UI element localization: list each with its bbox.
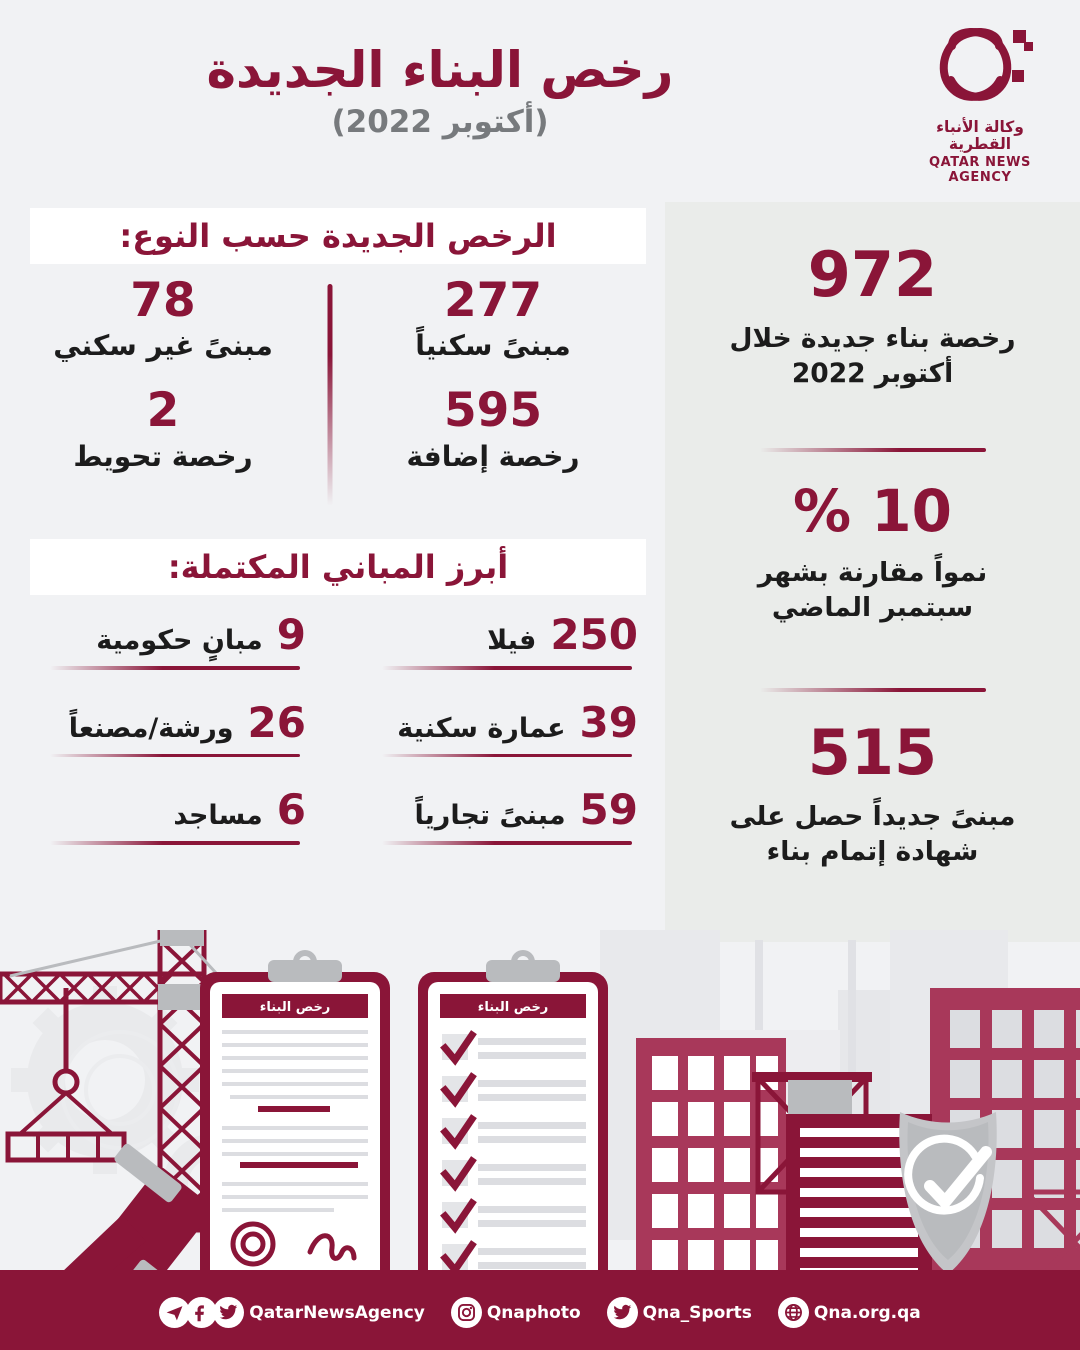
- header: [0, 0, 1080, 200]
- stat-label: رخصة تحويط: [73, 439, 253, 473]
- globe-icon[interactable]: [778, 1297, 809, 1328]
- summary-label: رخصة بناء جديدة خلال أكتوبر 2022: [729, 323, 1016, 389]
- stat-item: [346, 785, 646, 845]
- summary-divider: [760, 688, 986, 692]
- logo-text-arabic: وكالة الأنباء القطرية: [936, 118, 1024, 154]
- summary-label: نمواً مقارنة بشهر سبتمبر الماضي: [757, 557, 988, 623]
- stat-number: 277: [443, 273, 543, 328]
- stat-underline: [382, 666, 632, 670]
- clipboard-title-1: رخص البناء: [259, 1000, 331, 1015]
- title-block: [0, 42, 880, 140]
- page-title: رخص البناء الجديدة: [206, 41, 674, 99]
- stat-number: 6: [276, 785, 306, 834]
- twitter-icon[interactable]: [213, 1297, 244, 1328]
- instagram-icon[interactable]: [451, 1297, 482, 1328]
- social-footer: [0, 1275, 1080, 1350]
- stat-number: 2: [146, 383, 180, 439]
- qna-logo-mark: [904, 22, 1056, 114]
- licenses-by-type-grid: [0, 273, 660, 526]
- stat-number: 9: [276, 610, 306, 659]
- social-handle[interactable]: Qna_Sports: [642, 1302, 752, 1323]
- clipboard-license-2: [418, 950, 608, 1294]
- stat-item: [348, 383, 638, 473]
- type-column-left: [18, 273, 308, 497]
- stat-item: [346, 610, 646, 670]
- stat-underline: [50, 841, 300, 845]
- stat-number: 26: [247, 697, 306, 747]
- social-group-website[interactable]: [778, 1297, 921, 1328]
- summary-panel: [665, 202, 1080, 942]
- stat-underline: [382, 754, 632, 758]
- social-group-instagram[interactable]: [451, 1297, 581, 1328]
- section-heading-label: الرخص الجديدة حسب النوع:: [119, 217, 557, 255]
- stat-number: 595: [443, 383, 543, 439]
- stat-item: [18, 383, 308, 473]
- summary-number: 972: [807, 238, 938, 311]
- qna-logo: [904, 22, 1056, 186]
- clipboard-title-2: رخص البناء: [477, 1000, 549, 1015]
- stat-number: 250: [550, 610, 638, 659]
- summary-number: % 10: [792, 477, 953, 545]
- stat-label: مبانٍ حكومية: [96, 625, 263, 656]
- summary-block-completion: [665, 716, 1080, 870]
- stat-number: 78: [130, 273, 196, 328]
- stat-label: مبنىً تجارياً: [414, 800, 566, 831]
- stat-number: 59: [579, 785, 638, 834]
- stat-item: [18, 273, 308, 363]
- stat-item: [348, 273, 638, 363]
- completed-column-right: [346, 610, 646, 877]
- summary-number: 515: [807, 716, 938, 789]
- summary-divider: [760, 448, 986, 452]
- summary-label: مبنىً جديداً حصل على شهادة إتمام بناء: [729, 801, 1016, 867]
- twitter-icon[interactable]: [607, 1297, 638, 1328]
- stat-item: [14, 785, 314, 845]
- stat-label: عمارة سكنية: [397, 712, 566, 744]
- social-handle[interactable]: Qna.org.qa: [813, 1302, 921, 1323]
- social-group-sports[interactable]: [607, 1297, 752, 1328]
- stat-label: فيلا: [487, 625, 537, 656]
- completed-column-left: [14, 610, 314, 877]
- stat-underline: [50, 754, 300, 758]
- details-panel: [0, 202, 660, 942]
- summary-block-growth: [665, 477, 1080, 626]
- social-group-main[interactable]: [159, 1297, 425, 1328]
- clipboard-license-1: [200, 950, 390, 1294]
- social-handle[interactable]: Qnaphoto: [486, 1302, 581, 1323]
- page-subtitle: (أكتوبر 2022): [331, 103, 549, 140]
- logo-text-english: QATAR NEWS AGENCY: [928, 155, 1032, 186]
- stat-item: [14, 697, 314, 758]
- stat-underline: [50, 666, 300, 670]
- type-column-right: [348, 273, 638, 497]
- section-heading-completed: [30, 539, 646, 595]
- section-heading-label: أبرز المباني المكتملة:: [167, 548, 509, 586]
- vertical-divider: [328, 284, 333, 506]
- stat-item: [14, 610, 314, 670]
- stat-item: [346, 697, 646, 758]
- stat-label: مساجد: [173, 800, 263, 831]
- section-heading-by-type: [30, 208, 646, 264]
- stat-label: مبنىً غير سكني: [53, 329, 273, 363]
- stat-label: مبنىً سكنياً: [415, 329, 571, 363]
- summary-block-total: [665, 238, 1080, 392]
- stat-label: رخصة إضافة: [406, 439, 580, 473]
- stat-underline: [382, 841, 632, 845]
- stat-number: 39: [579, 697, 638, 747]
- social-handle[interactable]: QatarNewsAgency: [249, 1302, 425, 1323]
- stat-label: ورشة/مصنعاً: [68, 712, 234, 744]
